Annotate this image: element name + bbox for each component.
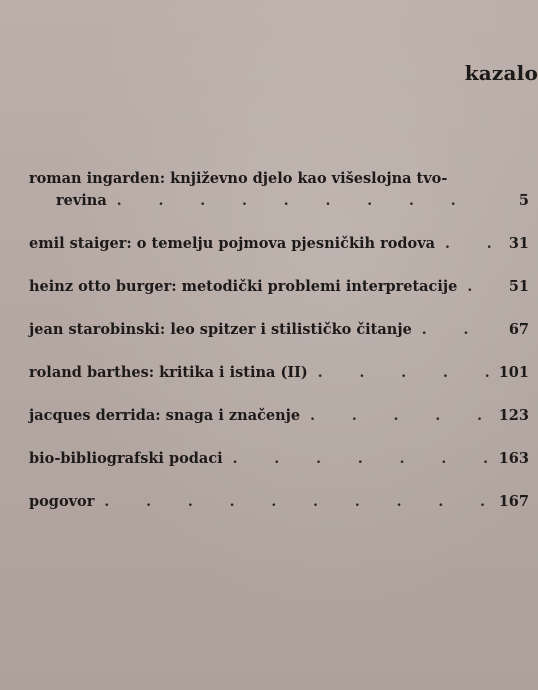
dot-leader bbox=[117, 190, 493, 212]
toc-entry-title-line1: roman ingarden: književno djelo kao višeslojna tvo- bbox=[29, 170, 448, 187]
toc-entry-row bbox=[29, 319, 529, 341]
toc-entry-ingarden bbox=[29, 168, 529, 212]
toc-entry-title: pogovor bbox=[29, 493, 95, 510]
toc-page-number: 67 bbox=[508, 321, 529, 338]
dot-leader bbox=[233, 448, 491, 470]
toc-entry-title: jean starobinski: leo spitzer i stilističko čitanje bbox=[29, 321, 412, 338]
toc-entry-derrida bbox=[29, 405, 529, 427]
dot-leader bbox=[104, 491, 490, 513]
toc-entry-burger bbox=[29, 276, 529, 298]
toc-page-number: 101 bbox=[498, 364, 529, 381]
toc-entry-row bbox=[29, 233, 529, 255]
toc-page-number: 5 bbox=[518, 192, 529, 209]
page-title: kazalo bbox=[464, 61, 538, 85]
table-of-contents bbox=[29, 168, 529, 534]
toc-page-number: 163 bbox=[498, 450, 529, 467]
toc-page-number: 123 bbox=[498, 407, 529, 424]
toc-page-number: 31 bbox=[508, 235, 529, 252]
toc-entry-title: emil staiger: o temelju pojmova pjesničkih rodova bbox=[29, 235, 436, 252]
toc-page-number: 51 bbox=[508, 278, 529, 295]
toc-entry-afterword bbox=[29, 491, 529, 513]
toc-entry-barthes bbox=[29, 362, 529, 384]
dot-leader bbox=[310, 405, 491, 427]
toc-entry-row bbox=[29, 276, 529, 298]
toc-entry-row bbox=[29, 448, 529, 470]
toc-entry-title: jacques derrida: snaga i značenje bbox=[29, 407, 301, 424]
toc-entry-row bbox=[29, 491, 529, 513]
toc-entry-title: roland barthes: kritika i istina (II) bbox=[29, 364, 308, 381]
toc-entry-title: bio-bibliografski podaci bbox=[29, 450, 223, 467]
toc-entry-row bbox=[29, 405, 529, 427]
toc-entry-title-line2: revina bbox=[56, 192, 107, 209]
toc-entry-starobinski bbox=[29, 319, 529, 341]
dot-leader bbox=[445, 233, 493, 255]
dot-leader bbox=[467, 276, 493, 298]
toc-entry-row bbox=[29, 362, 529, 384]
toc-page-number: 167 bbox=[498, 493, 529, 510]
dot-leader bbox=[422, 319, 493, 341]
toc-entry-title: heinz otto burger: metodički problemi interpretacije bbox=[29, 278, 458, 295]
toc-entry-title-line2-row bbox=[29, 190, 529, 212]
dot-leader bbox=[318, 362, 491, 384]
toc-entry-bio-bibliography bbox=[29, 448, 529, 470]
toc-entry-staiger bbox=[29, 233, 529, 255]
